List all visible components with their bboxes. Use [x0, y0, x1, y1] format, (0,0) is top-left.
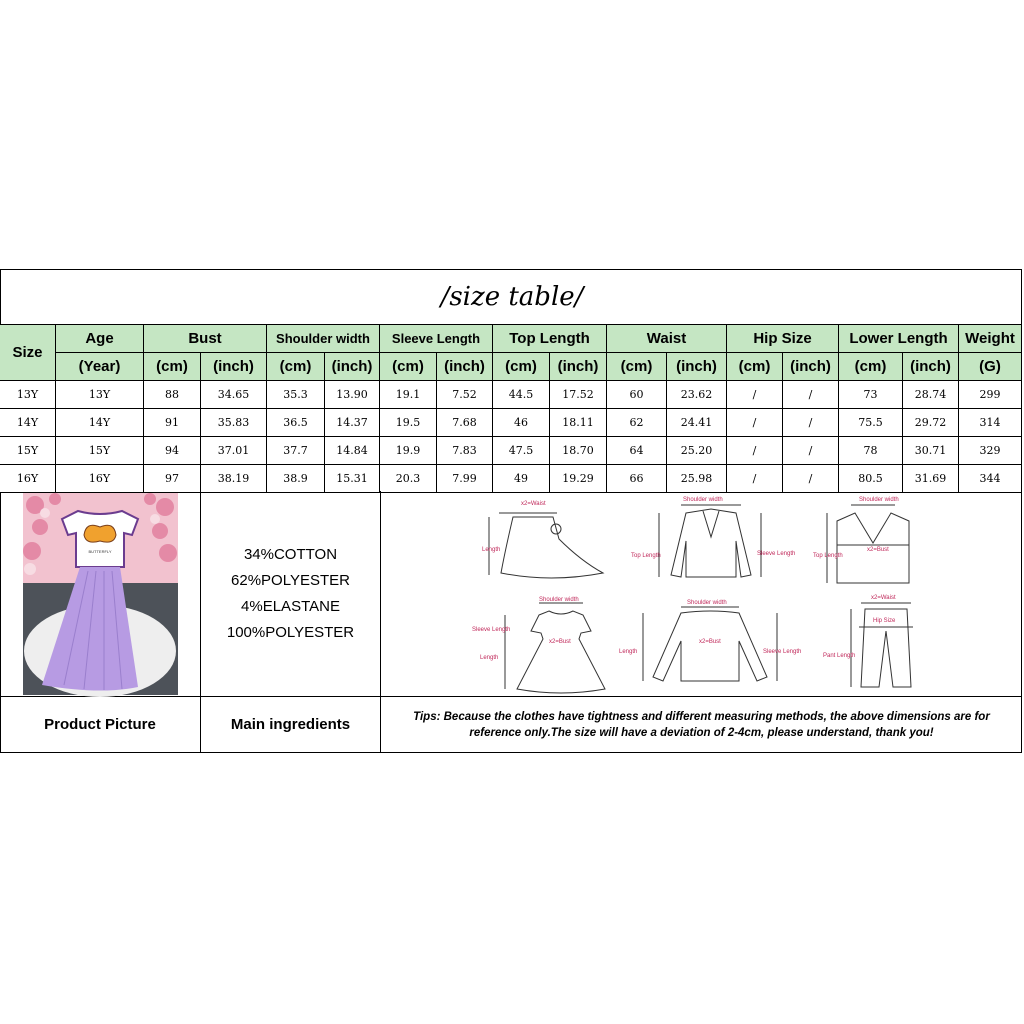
table-cell: 97: [144, 465, 201, 493]
product-picture-label: Product Picture: [0, 697, 201, 753]
skirt-length-label: Length: [482, 547, 501, 553]
dress-bust-label: x2=Bust: [549, 639, 571, 645]
col-header-group: Weight: [959, 325, 1022, 353]
table-cell: 19.9: [380, 437, 437, 465]
vest-bust-label: x2=Bust: [867, 547, 889, 553]
table-cell: 14.84: [325, 437, 380, 465]
table-cell: 34.65: [201, 381, 267, 409]
jacket-top-length-label: Top Length: [631, 553, 661, 559]
skirt-diagram: [482, 501, 603, 578]
col-header-group: Lower Length: [839, 325, 959, 353]
vest-top-length-label: Top Length: [813, 553, 843, 559]
table-cell: 19.1: [380, 381, 437, 409]
dress-sleeve-label: Sleeve Length: [472, 627, 511, 633]
shirt-bust-label: x2=Bust: [699, 639, 721, 645]
col-header-unit: (cm): [727, 353, 783, 381]
table-cell: 15Y: [56, 437, 144, 465]
main-ingredients-label: Main ingredients: [201, 697, 381, 753]
table-cell: 38.9: [267, 465, 325, 493]
dress-shoulder-label: Shoulder width: [539, 597, 579, 603]
col-header-group: Bust: [144, 325, 267, 353]
table-cell: 13.90: [325, 381, 380, 409]
table-cell: 31.69: [903, 465, 959, 493]
jacket-shoulder-label: Shoulder width: [683, 497, 723, 503]
table-cell: 20.3: [380, 465, 437, 493]
table-cell: 16Y: [0, 465, 56, 493]
table-cell: 7.52: [437, 381, 493, 409]
pants-diagram: [823, 595, 913, 687]
col-header-unit: (G): [959, 353, 1022, 381]
table-cell: 16Y: [56, 465, 144, 493]
table-cell: 344: [959, 465, 1022, 493]
col-header-unit: (cm): [144, 353, 201, 381]
shirt-length-label: Length: [619, 649, 638, 655]
table-cell: 35.3: [267, 381, 325, 409]
table-cell: 14Y: [56, 409, 144, 437]
col-header-group: Hip Size: [727, 325, 839, 353]
shirt-shoulder-label: Shoulder width: [687, 600, 727, 606]
tips-note: Tips: Because the clothes have tightness and different measuring methods, the above dimensions are for reference only.The size will have a deviation of 2-4cm, please understand, thank you!: [381, 697, 1022, 753]
table-cell: /: [783, 409, 839, 437]
col-header-unit: (inch): [667, 353, 727, 381]
jacket-diagram: [631, 497, 795, 577]
table-cell: 314: [959, 409, 1022, 437]
table-cell: 25.98: [667, 465, 727, 493]
pants-waist-label: x2=Waist: [871, 595, 896, 601]
skirt-waist-label: x2=Waist: [521, 501, 546, 507]
col-header-unit: (cm): [267, 353, 325, 381]
size-table-title: /size table/: [440, 282, 584, 312]
table-cell: 36.5: [267, 409, 325, 437]
pants-length-label: Pant Length: [823, 653, 856, 659]
table-cell: 78: [839, 437, 903, 465]
table-cell: /: [727, 437, 783, 465]
ingredient-2: 62%POLYESTER: [231, 571, 350, 589]
table-cell: 38.19: [201, 465, 267, 493]
col-header-group: Age: [56, 325, 144, 353]
col-header-group: Sleeve Length: [380, 325, 493, 353]
table-cell: 75.5: [839, 409, 903, 437]
size-header: Size: [0, 325, 56, 381]
jacket-sleeve-label: Sleeve Length: [757, 551, 796, 557]
vest-shoulder-label: Shoulder width: [859, 497, 899, 503]
table-cell: 64: [607, 437, 667, 465]
ingredient-4: 100%POLYESTER: [226, 623, 355, 641]
table-cell: 47.5: [493, 437, 550, 465]
col-header-unit: (cm): [839, 353, 903, 381]
table-cell: /: [783, 437, 839, 465]
table-cell: /: [783, 381, 839, 409]
table-cell: 19.29: [550, 465, 607, 493]
table-cell: 24.41: [667, 409, 727, 437]
table-cell: /: [727, 381, 783, 409]
table-cell: 14Y: [0, 409, 56, 437]
table-cell: 7.83: [437, 437, 493, 465]
col-header-group: Waist: [607, 325, 727, 353]
table-cell: /: [727, 465, 783, 493]
table-cell: 37.01: [201, 437, 267, 465]
col-header-unit: (Year): [56, 353, 144, 381]
col-header-unit: (cm): [493, 353, 550, 381]
col-header-unit: (cm): [607, 353, 667, 381]
table-cell: 46: [493, 409, 550, 437]
ingredient-3: 4%ELASTANE: [241, 597, 340, 615]
table-cell: 7.68: [437, 409, 493, 437]
table-cell: 62: [607, 409, 667, 437]
table-cell: 23.62: [667, 381, 727, 409]
ingredient-1: 34%COTTON: [243, 545, 338, 563]
table-cell: 94: [144, 437, 201, 465]
product-picture-cell: [0, 491, 201, 697]
shirt-print-text: BUTTERFLY: [88, 549, 112, 554]
table-cell: 25.20: [667, 437, 727, 465]
col-header-unit: (inch): [903, 353, 959, 381]
table-cell: /: [783, 465, 839, 493]
table-cell: 29.72: [903, 409, 959, 437]
table-cell: 28.74: [903, 381, 959, 409]
table-cell: 73: [839, 381, 903, 409]
vest-diagram: [813, 497, 909, 583]
table-cell: 35.83: [201, 409, 267, 437]
table-cell: 66: [607, 465, 667, 493]
col-header-group: Top Length: [493, 325, 607, 353]
table-cell: 80.5: [839, 465, 903, 493]
table-cell: 88: [144, 381, 201, 409]
table-cell: 15Y: [0, 437, 56, 465]
table-cell: 49: [493, 465, 550, 493]
table-cell: 60: [607, 381, 667, 409]
dress-diagram: [472, 597, 605, 693]
table-cell: 13Y: [0, 381, 56, 409]
table-cell: 7.99: [437, 465, 493, 493]
col-header-unit: (cm): [380, 353, 437, 381]
product-photo: [0, 491, 201, 697]
pants-hip-label: Hip Size: [873, 618, 896, 624]
measurement-diagrams: [381, 491, 1022, 697]
table-cell: 91: [144, 409, 201, 437]
table-cell: 18.11: [550, 409, 607, 437]
col-header-unit: (inch): [201, 353, 267, 381]
table-cell: 299: [959, 381, 1022, 409]
table-cell: 15.31: [325, 465, 380, 493]
table-cell: 329: [959, 437, 1022, 465]
shirt-diagram: [619, 600, 801, 681]
table-cell: 44.5: [493, 381, 550, 409]
col-header-group: Shoulder width: [267, 325, 380, 353]
col-header-unit: (inch): [437, 353, 493, 381]
col-header-unit: (inch): [783, 353, 839, 381]
table-cell: 19.5: [380, 409, 437, 437]
table-cell: 17.52: [550, 381, 607, 409]
ingredients-cell: [201, 491, 381, 697]
col-header-unit: (inch): [550, 353, 607, 381]
shirt-sleeve-label: Sleeve Length: [763, 649, 802, 655]
table-cell: 18.70: [550, 437, 607, 465]
table-cell: 37.7: [267, 437, 325, 465]
table-cell: 30.71: [903, 437, 959, 465]
col-header-unit: (inch): [325, 353, 380, 381]
table-cell: /: [727, 409, 783, 437]
dress-length-label: Length: [480, 655, 499, 661]
table-cell: 14.37: [325, 409, 380, 437]
table-cell: 13Y: [56, 381, 144, 409]
